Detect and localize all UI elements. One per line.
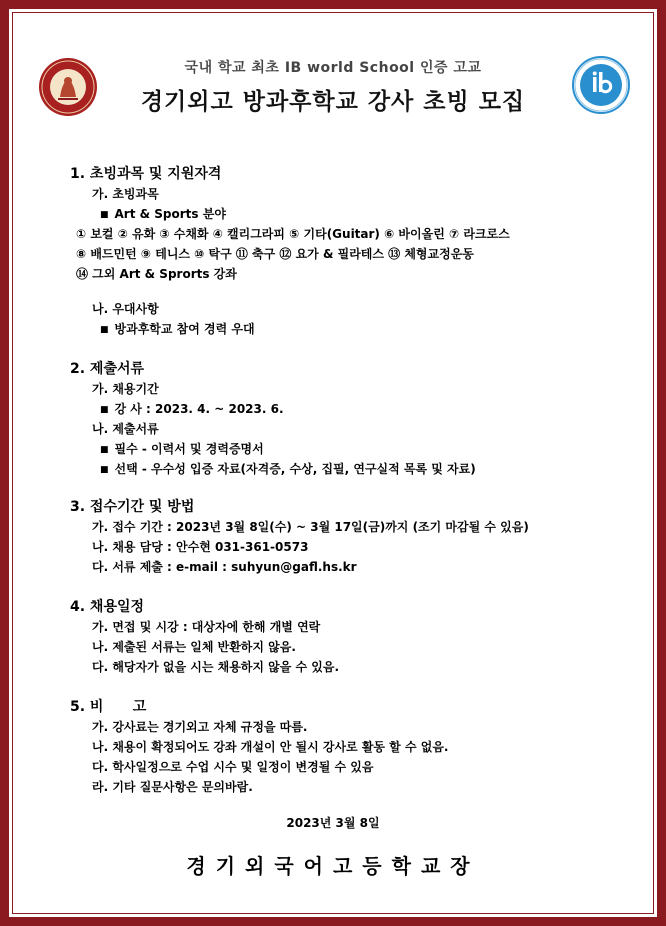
issue-date: 2023년 3월 8일 bbox=[286, 816, 380, 830]
section-2-b-bullet-1: ■ 필수 - 이력서 및 경력증명서 bbox=[100, 440, 264, 457]
section-3-line-1: 가. 접수 기간 : 2023년 3월 8일(수) ~ 3월 17일(금)까지 (조기 마감될 수 있음) bbox=[92, 520, 529, 534]
section-5-line-1: 가. 강사료는 경기외고 자체 규정을 따름. bbox=[92, 720, 308, 734]
section-4-line-2: 나. 제출된 서류는 일체 반환하지 않음. bbox=[92, 640, 296, 654]
section-1-a-line2: ⑧ 배드민턴 ⑨ 테니스 ⑩ 탁구 ⑪ 축구 ⑫ 요가 & 필라테스 ⑬ 체형교정운동 bbox=[76, 247, 474, 261]
section-5-line-3: 다. 학사일정으로 수업 시수 및 일정이 변경될 수 있음 bbox=[92, 760, 374, 774]
section-4-line-3: 다. 해당자가 없을 시는 채용하지 않을 수 있음. bbox=[92, 660, 340, 674]
section-1-a-line1: ① 보컬 ② 유화 ③ 수채화 ④ 캘리그라피 ⑤ 기타(Guitar) ⑥ 바이올린 ⑦ 라크로스 bbox=[76, 227, 510, 241]
section-5-line-4: 라. 기타 질문사항은 문의바람. bbox=[92, 780, 253, 794]
section-3-line-3: 다. 서류 제출 : e-mail : suhyun@gafl.hs.kr bbox=[92, 560, 357, 574]
section-1-a-line3: ⑭ 그외 Art & Sprorts 강좌 bbox=[76, 267, 237, 281]
section-4-line-1: 가. 면접 및 시강 : 대상자에 한해 개별 연락 bbox=[92, 620, 321, 634]
section-2-heading: 2. 제출서류 bbox=[70, 361, 145, 377]
section-5-heading: 5. 비 고 bbox=[70, 699, 147, 715]
section-2-b-bullet-2: ■ 선택 - 우수성 입증 자료(자격증, 수상, 집필, 연구실적 목록 및 자료) bbox=[100, 460, 476, 477]
section-3-heading: 3. 접수기간 및 방법 bbox=[70, 499, 195, 515]
section-2-a-label: 가. 채용기간 bbox=[92, 382, 159, 396]
section-1-b-label: 나. 우대사항 bbox=[92, 302, 159, 316]
header-subtitle: 국내 학교 최초 IB world School 인증 고교 bbox=[184, 60, 482, 76]
section-5-line-2: 나. 채용이 확정되어도 강좌 개설이 안 될시 강사로 활동 할 수 없음. bbox=[92, 740, 449, 754]
section-1-b-bullet: ■ 방과후학교 참여 경력 우대 bbox=[100, 320, 255, 337]
section-3-line-2: 나. 채용 담당 : 안수현 031-361-0573 bbox=[92, 540, 309, 554]
section-2-a-bullet: ■ 강 사 : 2023. 4. ~ 2023. 6. bbox=[100, 400, 284, 417]
issuer-signature: 경기외국어고등학교장 bbox=[186, 854, 480, 878]
section-1-a-label: 가. 초빙과목 bbox=[92, 187, 159, 201]
page-title: 경기외고 방과후학교 강사 초빙 모집 bbox=[140, 89, 526, 115]
section-4-heading: 4. 채용일정 bbox=[70, 599, 145, 615]
section-1-heading: 1. 초빙과목 및 지원자격 bbox=[70, 166, 222, 182]
section-1-a-bullet: ■ Art & Sports 분야 bbox=[100, 205, 226, 222]
section-2-b-label: 나. 제출서류 bbox=[92, 422, 159, 436]
